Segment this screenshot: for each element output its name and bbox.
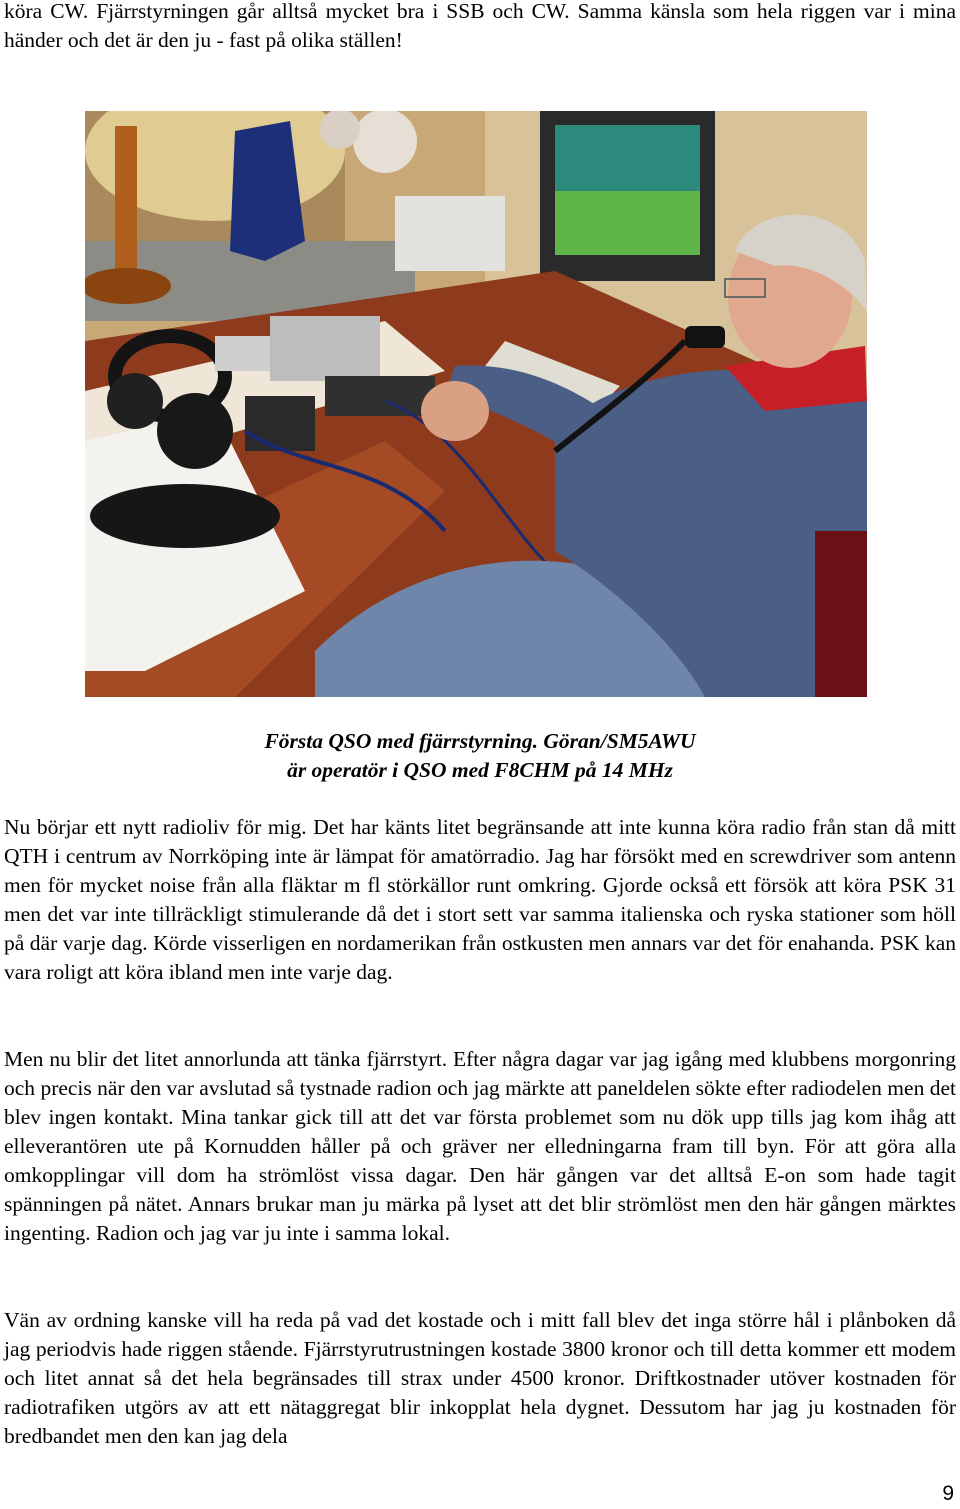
paragraph-3: Vän av ordning kanske vill ha reda på vad det kostade och i mitt fall blev det inga större hål i plånboken då jag periodvis hade riggen stående. Fjärrstyrutrustningen kostade 3800 kronor och till detta kommer ett modem och litet annat så det hela begränsades till strax under 4500 kronor. Driftkostnader utöver kostnaden för radiotrafiken utgörs av att ett nätaggregat blir inkopplat hela dygnet. Dessutom har jag ju kostnaden för bredbandet men den kan jag dela	[4, 1308, 956, 1448]
paragraph-2: Men nu blir det litet annorlunda att tänka fjärrstyrt. Efter några dagar var jag igång med klubbens morgonring och precis när den var avslutad så tystnade radion och jag märkte att paneldelen sökte efter radiodelen men det blev ingen kontakt. Mina tankar gick till att det var första problemet som nu dök upp tills jag kom ihåg att elleverantören ute på Kornudden håller på och gräver ner elledningarna fram till byn. För att göra alla omkopplingar vill dom ha strömlöst vissa dagar. Den här gången var det alltså E-on som hade tagit spänningen på nätet. Annars brukar man ju märka på lyset att det blir strömlöst men den här gången märktes ingenting. Radion och jag var ju inte i samma lokal.	[4, 1047, 956, 1245]
paragraph-top: köra CW. Fjärrstyrningen går alltså mycket bra i SSB och CW. Samma känsla som hela riggen var i mina händer och det är den ju - fast på olika ställen!	[4, 0, 956, 52]
photo-caption-line-2: är operatör i QSO med F8CHM på 14 MHz	[287, 758, 673, 782]
photo-illustration	[85, 111, 867, 697]
paragraph-1: Nu börjar ett nytt radioliv för mig. Det har känts litet begränsande att inte kunna köra radio från stan då mitt QTH i centrum av Norrköping inte är lämpat för amatörradio. Jag har försökt med en screwdriver som antenn men för mycket noise från alla fläktar m fl störkällor runt omkring. Gjorde också ett försök att köra PSK 31 men det var inte tillräckligt stimulerande då det i stort sett var samma italienska och ryska stationer som höll på där varje dag. Körde visserligen en nordamerikan från ostkusten men annars var det för enahanda. PSK kan vara roligt att köra ibland men inte varje dag.	[4, 815, 956, 984]
photo-caption-line-1: Första QSO med fjärrstyrning. Göran/SM5AWU	[264, 729, 696, 753]
page-number: 9	[942, 1482, 954, 1505]
photo-radio-operator	[85, 111, 867, 697]
